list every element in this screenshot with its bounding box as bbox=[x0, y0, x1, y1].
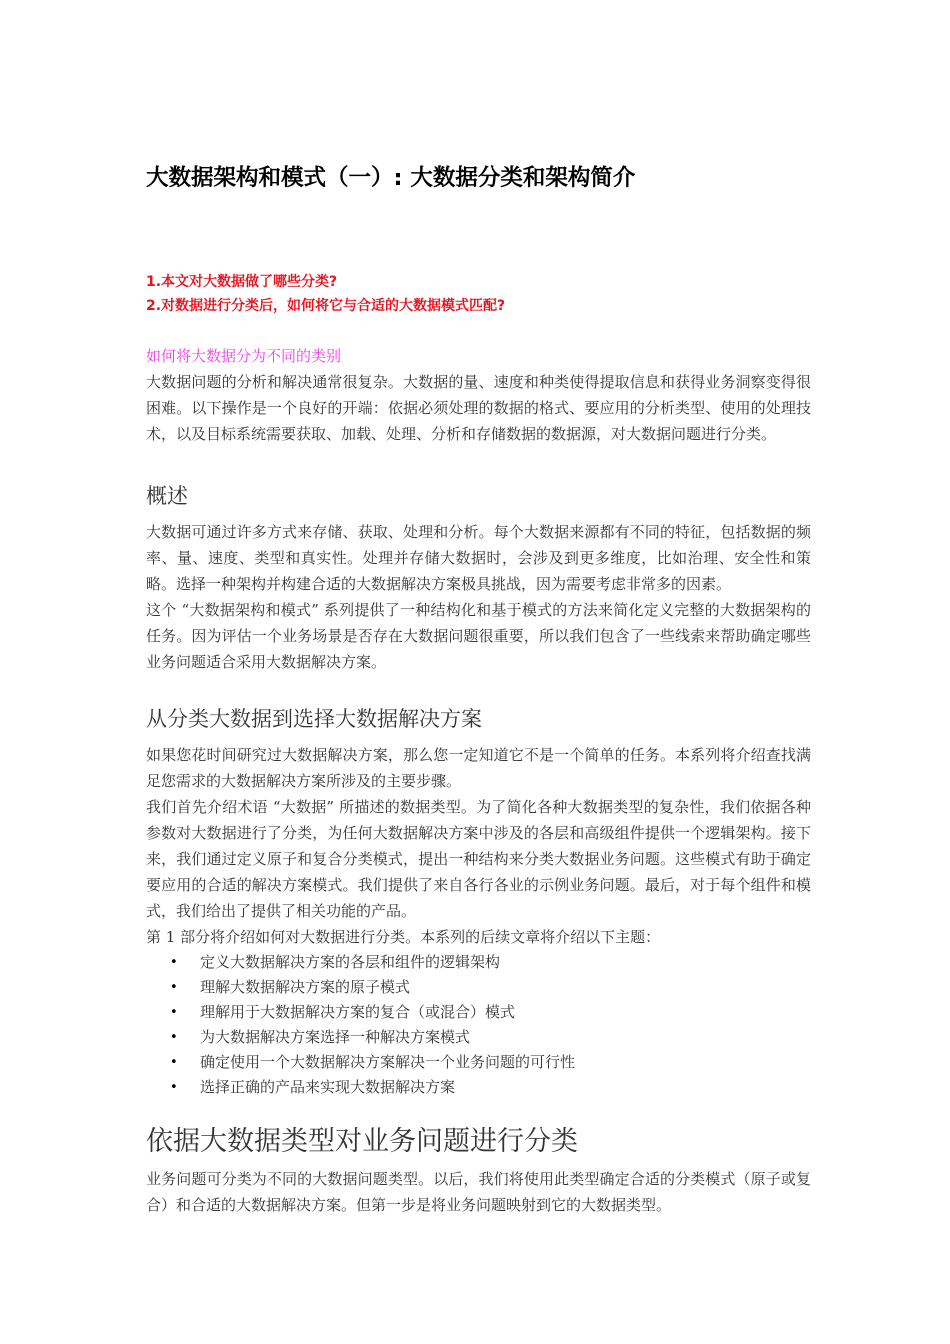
bullet-icon: • bbox=[170, 1030, 178, 1045]
list-item: • 理解用于大数据解决方案的复合（或混合）模式 bbox=[146, 1000, 811, 1025]
selection-paragraph-3: 第 1 部分将介绍如何对大数据进行分类。本系列的后续文章将介绍以下主题： bbox=[146, 928, 661, 946]
list-item: • 为大数据解决方案选择一种解决方案模式 bbox=[146, 1025, 811, 1050]
intro-heading: 如何将大数据分为不同的类别 bbox=[146, 347, 342, 365]
bullet-icon: • bbox=[170, 1005, 178, 1020]
intro-section bbox=[146, 343, 811, 447]
topics-list bbox=[146, 950, 811, 1100]
question-1: 1.本文对大数据做了哪些分类? bbox=[146, 274, 338, 290]
classify-heading: 依据大数据类型对业务问题进行分类 bbox=[146, 1126, 578, 1157]
overview-paragraph-1: 大数据可通过许多方式来存储、获取、处理和分析。每个大数据来源都有不同的特征，包括数据的频率、量、速度、类型和真实性。处理并存储大数据时，会涉及到更多维度，比如治理、安全性和策略。选择一种架构并构建合适的大数据解决方案极具挑战，因为需要考虑非常多的因素。 bbox=[146, 523, 811, 593]
bullet-icon: • bbox=[170, 980, 178, 995]
selection-paragraph-2: 我们首先介绍术语 “大数据” 所描述的数据类型。为了简化各种大数据类型的复杂性，我们依据各种参数对大数据进行了分类，为任何大数据解决方案中涉及的各层和高级组件提供一个逻辑架构。接下来，我们通过定义原子和复合分类模式，提出一种结构来分类大数据业务问题。这些模式有助于确定要应用的合适的解决方案模式。我们提供了来自各行各业的示例业务问题。最后，对于每个组件和模式，我们给出了提供了相关功能的产品。 bbox=[146, 798, 811, 920]
bullet-icon: • bbox=[170, 955, 178, 970]
overview-paragraph-2: 这个 “大数据架构和模式” 系列提供了一种结构化和基于模式的方法来简化定义完整的大数据架构的任务。因为评估一个业务场景是否存在大数据问题很重要，所以我们包含了一些线索来帮助确定哪些业务问题适合采用大数据解决方案。 bbox=[146, 601, 811, 671]
list-item: • 定义大数据解决方案的各层和组件的逻辑架构 bbox=[146, 950, 811, 975]
bullet-icon: • bbox=[170, 1080, 178, 1095]
intro-paragraph: 大数据问题的分析和解决通常很复杂。大数据的量、速度和种类使得提取信息和获得业务洞察变得很困难。以下操作是一个良好的开端：依据必须处理的数据的格式、要应用的分析类型、使用的处理技术，以及目标系统需要获取、加载、处理、分析和存储数据的数据源，对大数据问题进行分类。 bbox=[146, 373, 811, 443]
selection-paragraph-1: 如果您花时间研究过大数据解决方案，那么您一定知道它不是一个简单的任务。本系列将介绍查找满足您需求的大数据解决方案所涉及的主要步骤。 bbox=[146, 746, 811, 790]
bullet-icon: • bbox=[170, 1055, 178, 1070]
selection-heading: 从分类大数据到选择大数据解决方案 bbox=[146, 707, 482, 731]
list-item: • 确定使用一个大数据解决方案解决一个业务问题的可行性 bbox=[146, 1050, 811, 1075]
overview-section bbox=[146, 481, 811, 675]
question-2: 2.对数据进行分类后，如何将它与合适的大数据模式匹配? bbox=[146, 298, 506, 314]
key-questions bbox=[146, 270, 505, 318]
list-item: • 选择正确的产品来实现大数据解决方案 bbox=[146, 1075, 811, 1100]
classify-paragraph: 业务问题可分类为不同的大数据问题类型。以后，我们将使用此类型确定合适的分类模式（原子或复合）和合适的大数据解决方案。但第一步是将业务问题映射到它的大数据类型。 bbox=[146, 1170, 811, 1214]
document-title: 大数据架构和模式（一）: 大数据分类和架构简介 bbox=[146, 165, 636, 191]
classify-section bbox=[146, 1122, 811, 1218]
selection-section bbox=[146, 704, 811, 1100]
overview-heading: 概述 bbox=[146, 484, 188, 508]
list-item: • 理解大数据解决方案的原子模式 bbox=[146, 975, 811, 1000]
